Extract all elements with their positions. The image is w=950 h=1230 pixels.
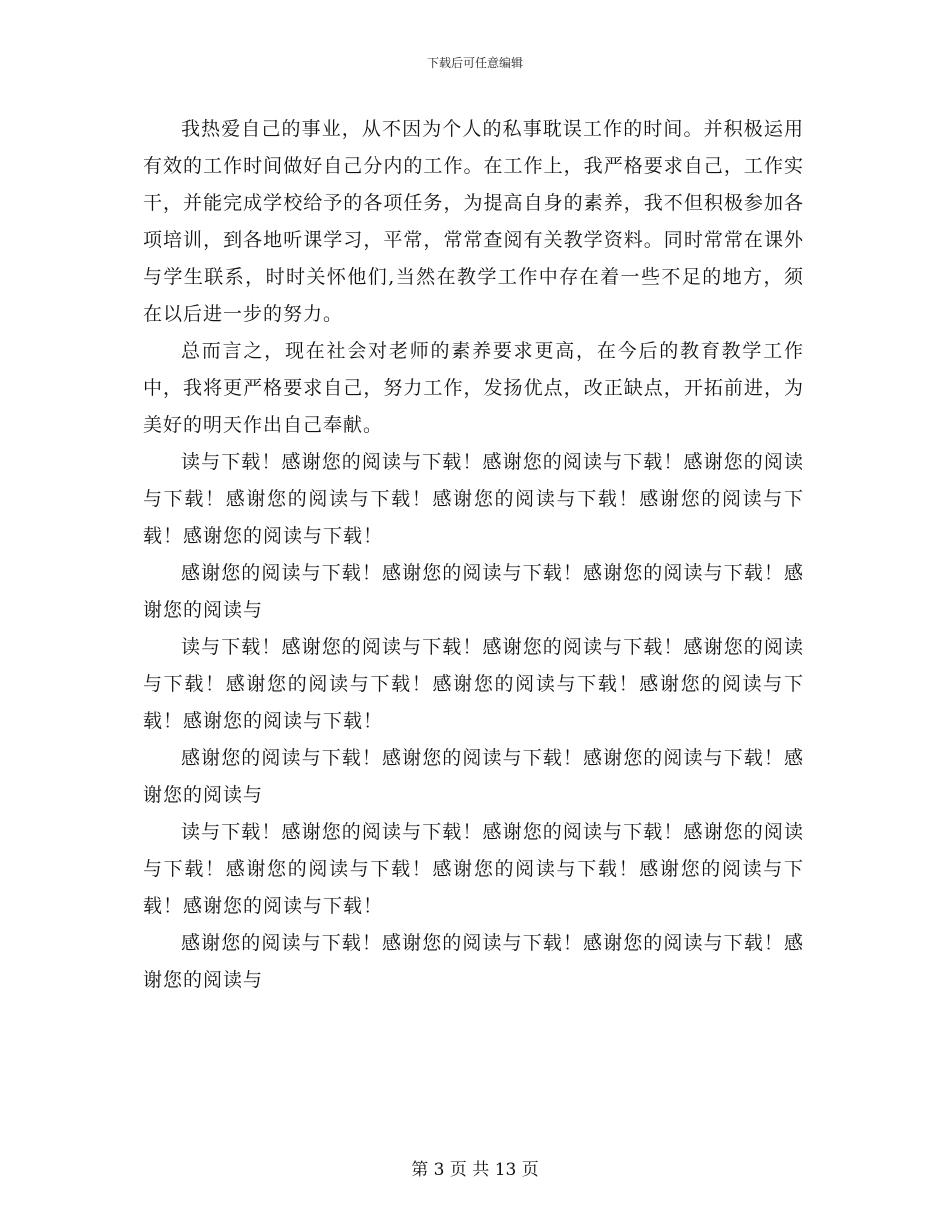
paragraph: 读与下载！感谢您的阅读与下载！感谢您的阅读与下载！感谢您的阅读与下载！感谢您的阅读与下载！感谢您的阅读与下载！感谢您的阅读与下载！感谢您的阅读与下载！ [143, 636, 804, 732]
page-header: 下载后可任意编辑 [426, 56, 523, 70]
paragraph: 感谢您的阅读与下载！感谢您的阅读与下载！感谢您的阅读与下载！感谢您的阅读与 [143, 932, 804, 991]
document-body [143, 111, 804, 999]
paragraph: 我热爱自己的事业，从不因为个人的私事耽误工作的时间。并积极运用有效的工作时间做好自己分内的工作。在工作上，我严格要求自己，工作实干，并能完成学校给予的各项任务，为提高自身的素养，我不但积极参加各项培训，到各地听课学习，平常，常常查阅有关教学资料。同时常常在课外与学生联系，时时关怀他们,当然在教学工作中存在着一些不足的地方，须在以后进一步的努力。 [143, 118, 804, 325]
paragraph: 感谢您的阅读与下载！感谢您的阅读与下载！感谢您的阅读与下载！感谢您的阅读与 [143, 562, 804, 621]
paragraph: 读与下载！感谢您的阅读与下载！感谢您的阅读与下载！感谢您的阅读与下载！感谢您的阅读与下载！感谢您的阅读与下载！感谢您的阅读与下载！感谢您的阅读与下载！ [143, 451, 804, 547]
page-number-footer: 第 3 页 共 13 页 [411, 1160, 539, 1180]
paragraph: 感谢您的阅读与下载！感谢您的阅读与下载！感谢您的阅读与下载！感谢您的阅读与 [143, 747, 804, 806]
paragraph: 读与下载！感谢您的阅读与下载！感谢您的阅读与下载！感谢您的阅读与下载！感谢您的阅读与下载！感谢您的阅读与下载！感谢您的阅读与下载！感谢您的阅读与下载！ [143, 821, 804, 917]
paragraph: 总而言之，现在社会对老师的素养要求更高，在今后的教育教学工作中，我将更严格要求自己，努力工作，发扬优点，改正缺点，开拓前进，为美好的明天作出自己奉献。 [143, 340, 804, 436]
